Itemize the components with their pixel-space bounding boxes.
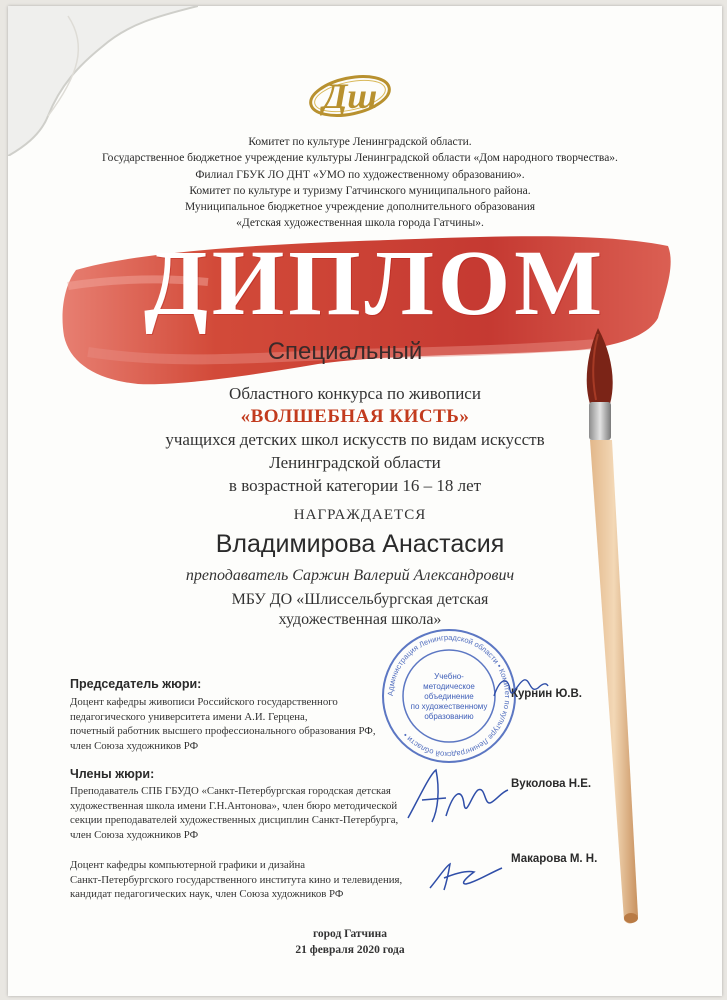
jury-chair-name: Курнин Ю.В. [511, 688, 582, 700]
svg-text:Дш: Дш [322, 76, 378, 116]
contest-line: Ленинградской области [269, 453, 441, 472]
diploma-title: ДИПЛОМ [143, 232, 607, 335]
diploma-subtitle: Специальный [267, 338, 423, 365]
contest-name: «ВОЛШЕБНАЯ КИСТЬ» [240, 406, 470, 427]
jury-member2-credentials [70, 858, 402, 902]
credential-line: член Союза художников РФ [70, 739, 199, 752]
stamp-line: объединение [424, 692, 474, 701]
paint-brush-illustration [576, 326, 660, 926]
credential-line: кандидат педагогических наук, член Союза художников РФ [70, 888, 344, 901]
credential-line: Доцент кафедры компьютерной графики и дизайна [70, 859, 306, 871]
jury-chair-credentials [70, 695, 376, 753]
organizations-block [70, 134, 650, 232]
organization-line: Филиал ГБУК ЛО ДНТ «УМО по художественному образованию». [195, 168, 525, 181]
logo-emblem [306, 60, 394, 130]
school-line: художественная школа» [278, 611, 442, 628]
organization-line: Комитет по культуре Ленинградской области. [248, 136, 472, 148]
stamp-line: Учебно-методическое [423, 672, 475, 691]
organization-line: «Детская художественная школа города Гатчины». [236, 217, 484, 230]
stamp-ring-text: Администрация Ленинградской области • Комитет по культуре Ленинградской области • [385, 632, 513, 760]
credential-line: педагогического университета имени А.И. Герцена, [70, 710, 308, 723]
credential-line: художественная школа имени Г.Н.Антонова», член бюро методической [70, 799, 398, 812]
credential-line: Преподаватель СПБ ГБУДО «Санкт-Петербургская городская детская [70, 785, 391, 797]
credential-line: Санкт-Петербургского государственного института кино и телевидения, [70, 873, 403, 886]
jury-members-heading: Члены жюри: [70, 767, 155, 781]
awarded-label: НАГРАЖДАЕТСЯ [293, 507, 427, 523]
jury-member1-name: Вуколова Н.Е. [511, 778, 592, 790]
contest-line: учащихся детских школ искусств по видам искусств [165, 430, 545, 449]
credential-line: Доцент кафедры живописи Российского государственного [70, 696, 338, 708]
member1-signature [402, 760, 512, 830]
stamp-line: по художественному [410, 702, 488, 711]
chair-signature [490, 672, 550, 702]
stamp-line: образованию [424, 712, 474, 721]
contest-age-category: в возрастной категории 16 – 18 лет [228, 476, 482, 495]
credential-line: секции преподавателей художественных дисциплин Санкт-Петербурга, [70, 814, 399, 827]
jury-member2-name: Макарова М. Н. [511, 853, 598, 865]
jury-member1-credentials [70, 784, 398, 842]
school-line: МБУ ДО «Шлиссельбургская детская [231, 591, 489, 608]
school-name [130, 590, 590, 630]
footer [250, 926, 450, 958]
stamp-center-text [410, 672, 488, 722]
teacher-name: преподаватель Саржин Валерий Александрович [185, 567, 515, 584]
contest-line: Областного конкурса по живописи [229, 384, 481, 403]
organization-line: Государственное бюджетное учреждение культуры Ленинградской области «Дом народного творчества». [102, 152, 618, 165]
footer-date: 21 февраля 2020 года [295, 944, 405, 956]
member2-signature [426, 856, 506, 896]
footer-city: город Гатчина [312, 928, 388, 940]
credential-line: почетный работник высшего профессионального образования РФ, [70, 725, 376, 738]
recipient-name: Владимирова Анастасия [215, 530, 505, 558]
contest-description [90, 382, 620, 497]
organization-line: Комитет по культуре и туризму Гатчинского муниципального района. [189, 184, 531, 197]
organization-line: Муниципальное бюджетное учреждение дополнительного образования [184, 201, 536, 214]
jury-chair-heading: Председатель жюри: [70, 677, 202, 691]
credential-line: член Союза художников РФ [70, 828, 199, 841]
